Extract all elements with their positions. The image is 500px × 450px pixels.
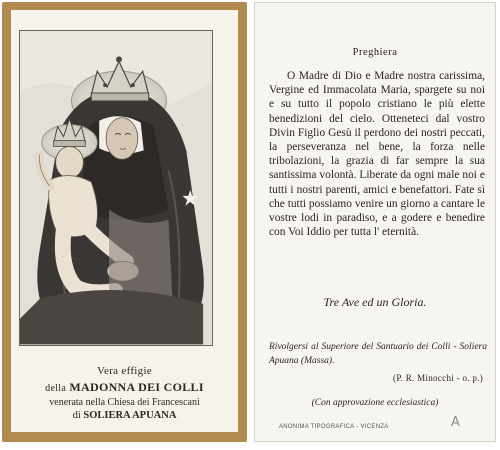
printer-imprint: ANONIMA TIPOGRAFICA - VICENZA [279, 424, 389, 430]
author-credit: (P. R. Minocchi - o. p.) [393, 373, 483, 383]
caption-venerata: venerata nella Chiesa dei Francescani [49, 397, 200, 408]
prayer-closing: Tre Ave ed un Gloria. [323, 295, 427, 309]
handwritten-mark: A [451, 415, 460, 430]
caption-madonna-name [11, 380, 238, 395]
caption-madonna-dei-colli: MADONNA DEI COLLI [69, 380, 204, 394]
caption-di: di [72, 410, 81, 421]
holy-card-front [2, 2, 247, 442]
ecclesiastical-approval: (Con approvazione ecclesiastica) [311, 398, 439, 408]
caption-vera-effigie: Vera effigie [96, 365, 152, 377]
sanctuary-note: Rivolgersi al Superiore del Santuario dei Colli - Soliera Apuana (Massa). [269, 342, 487, 366]
madonna-with-child-illustration [20, 31, 212, 345]
caption-location [11, 410, 238, 421]
prayer-title: Preghiera [352, 47, 398, 58]
caption-soliera-apuana: SOLIERA APUANA [83, 410, 177, 421]
prayer-body: O Madre di Dio e Madre nostra carissima, Vergine ed Immacolata Maria, spargete su noi e su tutto il popolo cristiano le più elette benedizioni del cielo. Otteneteci dal vostro Divin Figlio Gesù il perdono dei nostri peccati, la perseveranza nel bene, la forza nelle tribolazioni, la grazia di far sempre la sua santissima volontà. Liberate da ogni male noi e tutti i nostri parenti, amici e benefattori. Fate sì che tutti possiamo venire un giorno a cantare le vostre lodi in paradiso, e a godere e benedire con Voi Iddio per tutta l' eternità. [269, 70, 485, 239]
caption-della: della [45, 383, 67, 394]
holy-card-back [254, 2, 496, 442]
madonna-image [19, 30, 213, 346]
holy-card-front-paper [11, 10, 238, 432]
